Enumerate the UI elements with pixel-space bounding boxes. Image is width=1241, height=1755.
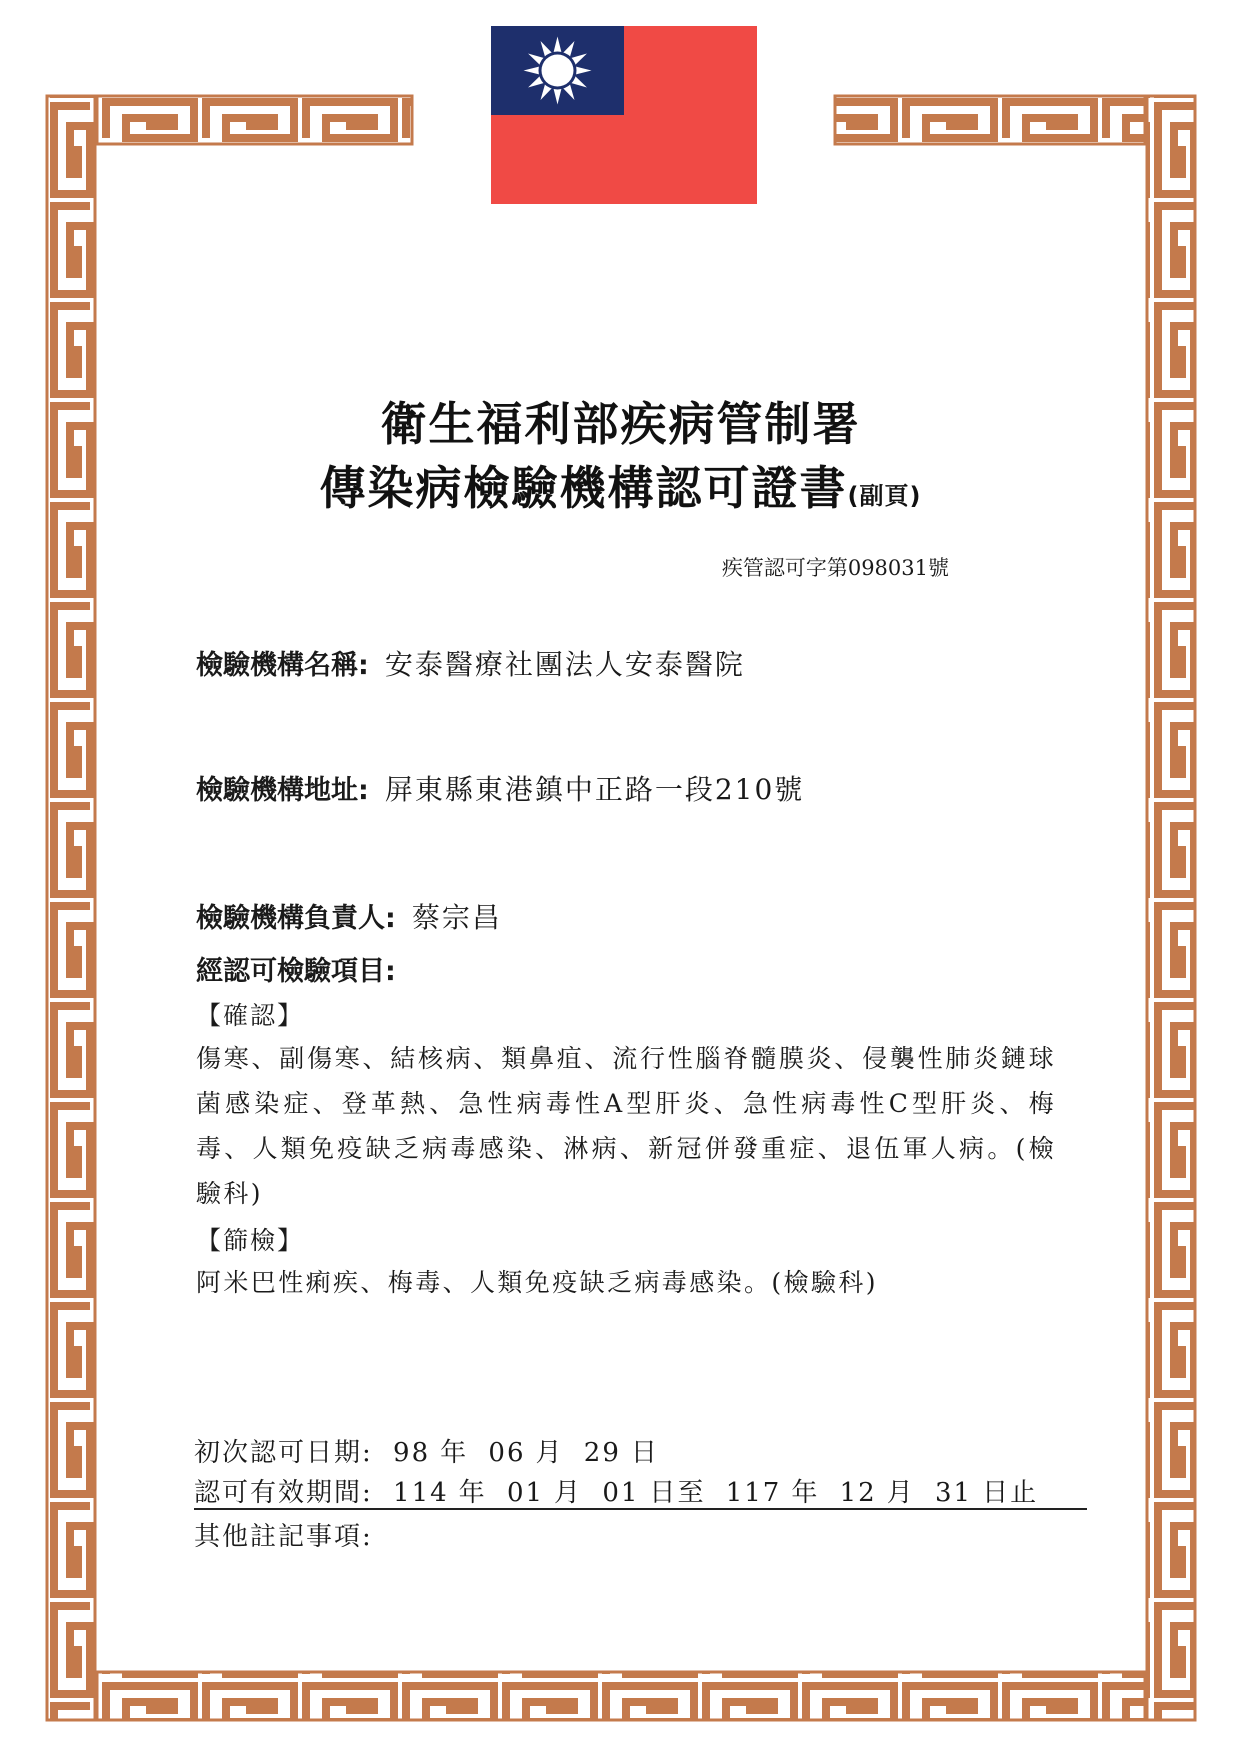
year-unit: 年: [791, 1478, 820, 1508]
initial-date-label: 初次認可日期:: [194, 1438, 373, 1468]
validity-to-day: 31: [935, 1478, 973, 1508]
month-unit: 月: [554, 1478, 583, 1508]
confirm-heading: 【確認】: [196, 1001, 305, 1030]
validity-to-month: 12: [839, 1478, 877, 1508]
screening-heading: 【篩檢】: [196, 1226, 305, 1255]
certificate-number: 疾管認可字第098031號: [721, 556, 949, 580]
roc-flag-icon: [491, 26, 757, 204]
year-unit: 年: [440, 1438, 469, 1468]
end-unit: 止: [1010, 1478, 1039, 1508]
validity-label: 認可有效期間:: [194, 1478, 373, 1508]
validity-underline: [194, 1508, 1087, 1510]
copy-note: (副頁): [847, 482, 922, 510]
org-address-label: 檢驗機構地址:: [196, 775, 369, 806]
org-head-row: [196, 896, 502, 936]
validity-to-year: 117: [725, 1478, 782, 1508]
validity-from-month: 01: [506, 1478, 545, 1508]
initial-day: 29: [583, 1438, 621, 1468]
agency-title: 衛生福利部疾病管制署: [380, 397, 861, 451]
initial-month: 06: [488, 1438, 526, 1468]
org-name-row: [196, 643, 745, 683]
org-address-row: [196, 768, 804, 808]
org-head-value: 蔡宗昌: [411, 901, 502, 934]
validity-row: [194, 1472, 1038, 1509]
notes-label: 其他註記事項:: [194, 1522, 373, 1552]
approved-items-row: [196, 949, 396, 988]
initial-date-row: [194, 1432, 659, 1469]
initial-year: 98: [393, 1438, 431, 1468]
org-address-value: 屏東縣東港鎮中正路一段210號: [384, 773, 805, 806]
certificate-title-text: 傳染病檢驗機構認可證書: [319, 461, 848, 515]
day-unit: 日: [649, 1478, 678, 1508]
day-unit: 日: [630, 1438, 659, 1468]
year-unit: 年: [458, 1478, 487, 1508]
month-unit: 月: [886, 1478, 915, 1508]
approved-items-label: 經認可檢驗項目:: [196, 956, 396, 987]
notes-row: [194, 1516, 373, 1553]
month-unit: 月: [535, 1438, 564, 1468]
certificate-title: [0, 452, 1241, 518]
validity-from-day: 01: [602, 1478, 640, 1508]
screening-text: 阿米巴性痢疾、梅毒、人類免疫缺乏病毒感染。(檢驗科): [196, 1268, 878, 1297]
org-head-label: 檢驗機構負責人:: [196, 903, 396, 934]
org-name-label: 檢驗機構名稱:: [196, 650, 369, 681]
validity-from-year: 114: [393, 1478, 449, 1508]
confirm-text: 傷寒、副傷寒、結核病、類鼻疽、流行性腦脊髓膜炎、侵襲性肺炎鏈球菌感染症、登革熱、急性病毒性A型肝炎、急性病毒性C型肝炎、梅毒、人類免疫缺乏病毒感染、淋病、新冠併發重症、退伍軍人病。(檢驗科): [196, 1044, 1056, 1208]
day-unit: 日: [982, 1478, 1011, 1508]
org-name-value: 安泰醫療社團法人安泰醫院: [384, 648, 745, 681]
to-unit: 至: [677, 1478, 706, 1508]
